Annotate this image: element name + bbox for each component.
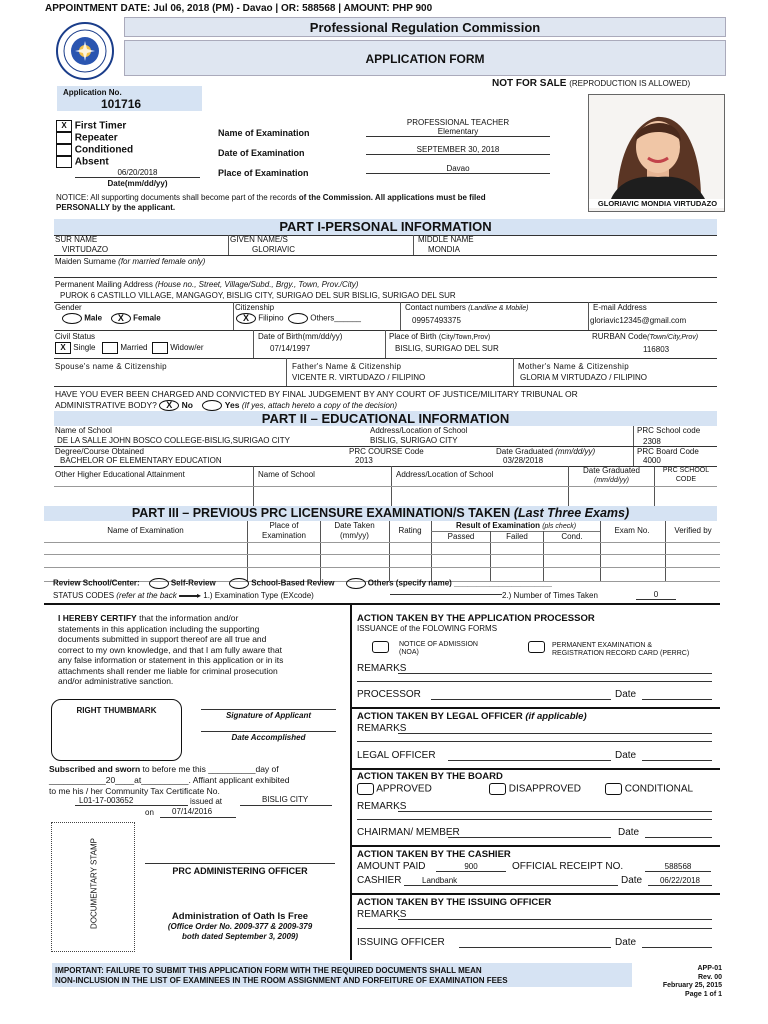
processor-remarks-label: REMARKS bbox=[357, 663, 407, 674]
cashier-date-value: 06/22/2018 bbox=[648, 876, 712, 886]
exam-name-value: PROFESSIONAL TEACHER bbox=[406, 118, 510, 127]
cashier-title: ACTION TAKEN BY THE CASHIER bbox=[357, 849, 511, 860]
times-taken-label: 2.) Number of Times Taken bbox=[502, 591, 598, 600]
address-value: PUROK 6 CASTILLO VILLAGE, MANGAGOY, BISLIG CITY, SURIGAO DEL SUR BISLIG, SURIGAO DEL SUR bbox=[60, 291, 456, 300]
email-value: gloriavic12345@gmail.com bbox=[590, 316, 687, 325]
not-for-sale: NOT FOR SALE (REPRODUCTION IS ALLOWED) bbox=[492, 78, 691, 89]
review-self-radio[interactable] bbox=[149, 578, 169, 589]
status-absent[interactable]: Absent bbox=[56, 156, 133, 168]
issuing-officer-label: ISSUING OFFICER bbox=[357, 937, 445, 948]
exam-name-label: Name of Examination bbox=[218, 128, 310, 138]
board-title: ACTION TAKEN BY THE BOARD bbox=[357, 771, 503, 782]
gender-female-radio[interactable]: X bbox=[111, 313, 131, 324]
col-result: Result of Examination (pls check) bbox=[455, 521, 577, 530]
review-others-radio[interactable] bbox=[346, 578, 366, 589]
civil-status-label: Civil Status bbox=[55, 332, 96, 341]
col-verified: Verified by bbox=[674, 526, 712, 535]
perrc-checkbox[interactable] bbox=[528, 641, 545, 653]
noa-label: NOTICE OF ADMISSION (NOA) bbox=[399, 641, 478, 656]
citizenship-filipino-radio[interactable]: X bbox=[236, 313, 256, 324]
col-failed: Failed bbox=[506, 532, 528, 541]
col-rating: Rating bbox=[398, 526, 422, 535]
on-date: 07/14/2016 bbox=[172, 807, 213, 816]
issuing-date-label: Date bbox=[615, 937, 637, 948]
col-cond: Cond. bbox=[561, 532, 583, 541]
civil-widow-checkbox[interactable] bbox=[152, 342, 168, 354]
board-code-label: PRC Board Code bbox=[637, 447, 699, 456]
school-code-label: PRC School code bbox=[637, 426, 701, 435]
cashier-date-label: Date bbox=[621, 875, 643, 886]
board-conditional-checkbox[interactable] bbox=[605, 783, 622, 795]
status-codes-line: STATUS CODES (refer at the back ▸ 1.) Examination Type (EXcode) bbox=[53, 591, 314, 600]
pob-label: Place of Birth (City/Town,Prov) bbox=[389, 332, 491, 341]
perrc-label: PERMANENT EXAMINATION & REGISTRATION RECORD CARD (PERRC) bbox=[552, 642, 690, 657]
other-code-label: PRC SCHOOL CODE bbox=[662, 467, 710, 483]
status-first-timer[interactable]: X First Timer bbox=[56, 120, 133, 132]
dob-value: 07/14/1997 bbox=[270, 344, 311, 353]
receipt-label: OFFICIAL RECEIPT NO. bbox=[512, 861, 624, 872]
applicant-photo bbox=[588, 94, 725, 212]
conviction-question: HAVE YOU EVER BEEN CHARGED AND CONVICTED BY FINAL JUDGEMENT BY ANY COURT OF JUSTICE/MILITARY TRIBUNAL OR ADMINISTRATIVE BODY? X No Yes (If yes, attach hereto a copy of the decision) bbox=[55, 389, 578, 411]
thumbmark-box[interactable]: RIGHT THUMBMARK bbox=[51, 699, 182, 761]
col-exam-name: Name of Examination bbox=[107, 526, 184, 535]
form-code: APP-01 Rev. 00 February 25, 2015 Page 1 of 1 bbox=[662, 965, 722, 998]
exam-date-label: Date of Examination bbox=[218, 148, 305, 158]
application-no-box: Application No. 101716 bbox=[57, 86, 202, 111]
amount-paid-value: 900 bbox=[436, 862, 506, 872]
school-label: Name of School bbox=[55, 426, 112, 435]
receipt-value: 588568 bbox=[645, 862, 711, 872]
noa-checkbox[interactable] bbox=[372, 641, 389, 653]
rurban-value: 116803 bbox=[643, 345, 670, 354]
legal-title: ACTION TAKEN BY LEGAL OFFICER (if applicable) bbox=[357, 711, 587, 722]
citizenship-options: X Filipino Others______ bbox=[236, 313, 361, 324]
father-label: Father's Name & Citizenship bbox=[292, 362, 402, 371]
surname-value: VIRTUDAZO bbox=[62, 245, 109, 254]
board-conditional: CONDITIONAL bbox=[605, 783, 693, 795]
legal-officer-label: LEGAL OFFICER bbox=[357, 750, 436, 761]
legal-date-label: Date bbox=[615, 750, 637, 761]
issuance-label: ISSUANCE of the FOLOWING FORMS bbox=[357, 624, 498, 633]
on-label: on bbox=[145, 808, 154, 817]
exam-place-value: Davao bbox=[366, 164, 550, 174]
col-exam-no: Exam No. bbox=[614, 526, 650, 535]
rurban-label: RURBAN Code(Town/City,Prov) bbox=[592, 332, 699, 341]
board-disapproved-checkbox[interactable] bbox=[489, 783, 506, 795]
other-school-label: Name of School bbox=[258, 470, 315, 479]
form-title: APPLICATION FORM bbox=[124, 40, 726, 76]
issued-at-label: issued at bbox=[190, 797, 223, 806]
part3-title: PART III – PREVIOUS PRC LICENSURE EXAMINATION/S TAKEN (Last Three Exams) bbox=[44, 506, 717, 521]
status-conditioned[interactable]: Conditioned bbox=[56, 144, 133, 156]
application-date: 06/20/2018 bbox=[75, 168, 200, 178]
address-label: Permanent Mailing Address (House no., Street, Village/Subd., Brgy., Town, Prov./City) bbox=[55, 280, 359, 289]
middle-name-label: MIDDLE NAME bbox=[418, 235, 474, 244]
photo-caption: GLORIAVIC MONDIA VIRTUDAZO bbox=[589, 199, 725, 208]
col-place: Place of Examination bbox=[261, 521, 307, 540]
civil-single-checkbox[interactable]: X bbox=[55, 342, 71, 354]
issuing-title: ACTION TAKEN BY THE ISSUING OFFICER bbox=[357, 897, 552, 908]
citizenship-label: Citizenship bbox=[235, 303, 275, 312]
contact-label: Contact numbers (Landline & Mobile) bbox=[405, 303, 529, 312]
degree-label: Degree/Course Obtained bbox=[55, 447, 144, 456]
school-value: DE LA SALLE JOHN BOSCO COLLEGE-BISLIG,SURIGAO CITY bbox=[57, 436, 290, 445]
board-disapproved: DISAPPROVED bbox=[489, 783, 581, 795]
prc-seal-icon bbox=[52, 21, 118, 81]
school-address-value: BISLIG, SURIGAO CITY bbox=[370, 436, 458, 445]
administering-officer-label: PRC ADMINISTERING OFFICER bbox=[172, 866, 308, 876]
issued-at-place: BISLIG CITY bbox=[262, 795, 309, 804]
contact-value: 09957493375 bbox=[412, 316, 461, 325]
oath-free-title: Administration of Oath Is Free bbox=[171, 911, 309, 922]
dob-label: Date of Birth(mm/dd/yy) bbox=[258, 332, 343, 341]
chairman-label: CHAIRMAN/ MEMBER bbox=[357, 827, 460, 838]
school-address-label: Address/Location of School bbox=[370, 426, 468, 435]
subscribed-text: Subscribed and sworn to before me this __________day of ____________20____at__________. Affiant applicant exhibited to me his / her Community Tax Certificate No. bbox=[49, 764, 290, 796]
certify-text: I HEREBY CERTIFY that the information and/or statements in this application including the supporting documents submitted in support thereof are all true and correct to my own knowledge, and that I am fully aware that any false information or statement in this application or in its attachments shall render me liable for criminal prosecution and/or administrative sanction. bbox=[58, 613, 284, 686]
civil-married-checkbox[interactable] bbox=[102, 342, 118, 354]
important-notice: IMPORTANT: FAILURE TO SUBMIT THIS APPLICATION FORM WITH THE REQUIRED DOCUMENTS SHALL MEAN NON-INCLUSION IN THE LIST OF EXAMINEES IN THE ROOM ASSIGNMENT AND FORFEITURE OF EXAMINATION FEES bbox=[52, 963, 632, 987]
email-label: E-mail Address bbox=[593, 303, 647, 312]
ctc-number: L01-17-003652 bbox=[79, 796, 134, 805]
review-school-radio[interactable] bbox=[229, 578, 249, 589]
application-date-label: Date(mm/dd/yy) bbox=[107, 179, 168, 188]
grad-label: Date Graduated (mm/dd/yy) bbox=[496, 447, 596, 456]
citizenship-others-radio[interactable] bbox=[288, 313, 308, 324]
exam-type-field[interactable] bbox=[390, 594, 502, 595]
part2-title: PART II – EDUCATIONAL INFORMATION bbox=[54, 411, 717, 426]
exam-date-value: SEPTEMBER 30, 2018 bbox=[366, 145, 550, 155]
degree-value: BACHELOR OF ELEMENTARY EDUCATION bbox=[60, 456, 222, 465]
col-date-taken: Date Taken (mm/yy) bbox=[334, 521, 375, 540]
review-options: Review School/Center: Self-Review School-Based Review Others (specify name) ______________________ bbox=[53, 578, 552, 588]
middle-name-value: MONDIA bbox=[428, 245, 460, 254]
issuing-remarks-label: REMARKS bbox=[357, 909, 407, 920]
appointment-line: APPOINTMENT DATE: Jul 06, 2018 (PM) - Davao | OR: 588568 | AMOUNT: PHP 900 bbox=[45, 3, 433, 14]
course-code-label: PRC COURSE Code bbox=[349, 447, 424, 456]
processor-label: PROCESSOR bbox=[357, 689, 421, 700]
other-grad-label: Date Graduated (mm/dd/yy) bbox=[583, 466, 640, 484]
board-options: APPROVED bbox=[357, 783, 432, 795]
commission-title: Professional Regulation Commission bbox=[124, 17, 726, 37]
status-repeater[interactable]: Repeater bbox=[56, 132, 133, 144]
mother-value: GLORIA M VIRTUDAZO / FILIPINO bbox=[520, 373, 647, 382]
civil-status-options: X Single Married Widow/er bbox=[55, 342, 204, 354]
date-accomplished-label: Date Accomplished bbox=[231, 733, 306, 742]
other-education-label: Other Higher Educational Attainment bbox=[55, 470, 185, 479]
gender-male-radio[interactable] bbox=[62, 313, 82, 324]
processor-date-label: Date bbox=[615, 689, 637, 700]
cashier-value: Landbank bbox=[404, 876, 618, 886]
grad-value: 03/28/2018 bbox=[503, 456, 544, 465]
notice-text: NOTICE: All supporting documents shall become part of the records of the Commission. All applications must be filed PERSONALLY by the applicant. bbox=[56, 193, 486, 212]
gender-label: Gender bbox=[55, 303, 82, 312]
board-code-value: 4000 bbox=[643, 456, 661, 465]
given-name-value: GLORIAVIC bbox=[252, 245, 295, 254]
legal-remarks-label: REMARKS bbox=[357, 723, 407, 734]
given-name-label: GIVEN NAME/S bbox=[230, 235, 288, 244]
cashier-label: CASHIER bbox=[357, 875, 402, 886]
surname-label: SUR NAME bbox=[55, 235, 98, 244]
pob-value: BISLIG, SURIGAO DEL SUR bbox=[395, 344, 499, 353]
chairman-date-label: Date bbox=[618, 827, 640, 838]
documentary-stamp-box: DOCUMENTARY STAMP bbox=[51, 822, 135, 952]
other-address-label: Address/Location of School bbox=[396, 470, 494, 479]
oath-order: (Office Order No. 2009-377 & 2009-379 both dated September 3, 2009) bbox=[167, 922, 313, 941]
status-list bbox=[56, 120, 133, 169]
signature-label: Signature of Applicant bbox=[225, 711, 312, 720]
processor-title: ACTION TAKEN BY THE APPLICATION PROCESSOR bbox=[357, 613, 595, 624]
maiden-label: Maiden Surname (for married female only) bbox=[55, 257, 206, 266]
mother-label: Mother's Name & Citizenship bbox=[518, 362, 629, 371]
father-value: VICENTE R. VIRTUDAZO / FILIPINO bbox=[292, 373, 426, 382]
board-approved-checkbox[interactable] bbox=[357, 783, 374, 795]
conviction-no-radio[interactable]: X bbox=[159, 400, 179, 411]
spouse-label: Spouse's name & Citizenship bbox=[55, 362, 167, 371]
col-passed: Passed bbox=[447, 532, 475, 541]
times-taken-value: 0 bbox=[636, 590, 676, 600]
part1-title: PART I-PERSONAL INFORMATION bbox=[54, 219, 717, 235]
exam-level-value: Elementary bbox=[366, 127, 550, 137]
school-code-value: 2308 bbox=[643, 437, 661, 446]
conviction-yes-radio[interactable] bbox=[202, 400, 222, 411]
actions-column bbox=[357, 613, 717, 633]
board-remarks-label: REMARKS bbox=[357, 801, 407, 812]
exam-place-label: Place of Examination bbox=[218, 168, 309, 178]
amount-paid-label: AMOUNT PAID bbox=[357, 861, 426, 872]
gender-options: Male X Female bbox=[62, 313, 161, 324]
course-code-value: 2013 bbox=[355, 456, 373, 465]
